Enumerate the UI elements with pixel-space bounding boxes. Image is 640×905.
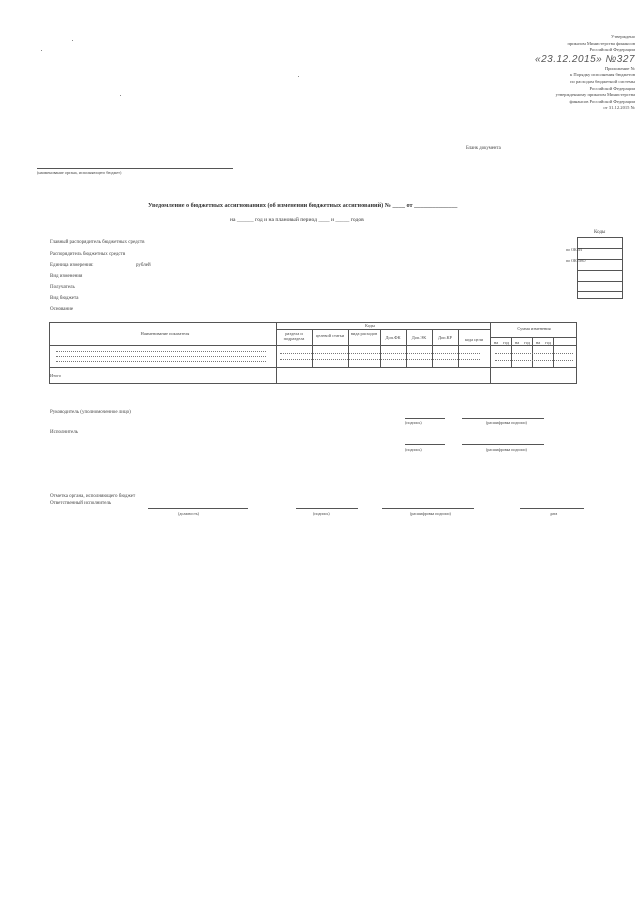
assignments-table <box>49 322 577 384</box>
col-dop-fk: Доп.ФК <box>385 335 401 340</box>
header-line-0: Утверждено <box>610 34 635 39</box>
field-recipient: Получатель <box>50 285 75 290</box>
code-label-oktmo: по ОКТМО <box>566 258 586 263</box>
exec-caption-sign: (подпись) <box>405 447 422 452</box>
handwritten-stamp: «23.12.2015» №327 <box>535 53 635 65</box>
codes-box <box>577 237 623 299</box>
total-label: Итого <box>50 373 62 378</box>
header-line-2: Российской Федерации <box>589 47 635 53</box>
col-target-article: целевой статьи <box>315 333 345 338</box>
field-distributor: Распорядитель бюджетных средств <box>50 252 126 257</box>
header-line-8: финансов Российской Федерации <box>569 98 635 104</box>
form-code-label: Бланк документа <box>466 146 501 151</box>
bottom-caption-position: (должность) <box>178 511 199 516</box>
mark-label: Отметка органа, исполняющего бюджет <box>50 494 136 499</box>
col-goal-code: кода цели <box>464 337 484 342</box>
recipient-caption: (наименование органа, исполняющего бюджет) <box>37 170 122 175</box>
sum-col-5: год <box>545 340 551 345</box>
header-line-6: Российской Федерации <box>589 85 635 91</box>
sum-col-0: на <box>493 340 499 345</box>
bottom-caption-sign: (подпись) <box>313 511 330 516</box>
header-line-7: утвержденному приказом Министерства <box>555 92 635 98</box>
field-chief-distributor: Главный распорядитель бюджетных средств <box>50 240 145 245</box>
field-basis: Основание <box>50 307 74 312</box>
sum-col-2: на <box>514 340 520 345</box>
exec-label: Исполнитель <box>50 430 78 435</box>
col-dop-kr: Доп.КР <box>437 335 452 340</box>
document-title: Уведомление о бюджетных ассигнованиях (об изменении бюджетных ассигнований) № ____ от ______________ <box>148 202 458 209</box>
head-label: Руководитель (уполномоченное лицо) <box>50 410 131 415</box>
document-subtitle: на ______ год и на плановый период ____ и _____ годов <box>230 217 364 223</box>
header-line-1: приказом Министерства финансов <box>567 40 635 46</box>
sum-col-3: год <box>524 340 530 345</box>
head-caption-name: (расшифровка подписи) <box>486 420 527 425</box>
field-unit: Единица измерения: <box>50 263 94 268</box>
field-budget-type: Вид бюджета <box>50 296 79 301</box>
sum-col-1: год <box>503 340 509 345</box>
col-section: раздела и подраздела <box>283 331 305 341</box>
exec-caption-name: (расшифровка подписи) <box>486 447 527 452</box>
header-line-9: от 31.12.2015 № <box>603 105 635 111</box>
header-line-3: Приложение № <box>604 65 635 71</box>
field-change-type: Вид изменения <box>50 274 83 279</box>
col-dop-ek: Доп.ЭК <box>411 335 427 340</box>
col-codes-group: Коды <box>365 323 375 328</box>
header-line-5: по расходам бюджетной системы <box>570 78 635 84</box>
col-expense-type: вида расходов <box>350 331 378 336</box>
codes-heading: Коды <box>594 230 606 235</box>
mark-label-2: Ответственный исполнитель <box>50 501 112 506</box>
bottom-caption-date: дата <box>550 511 558 516</box>
sum-col-4: на <box>535 340 541 345</box>
head-caption-sign: (подпись) <box>405 420 422 425</box>
col-sum-header: Сумма изменения <box>517 326 551 331</box>
approval-header <box>530 34 635 112</box>
recipient-line <box>37 168 233 169</box>
field-unit-value: рублей <box>136 263 151 268</box>
code-label-okei: по ОКЕИ <box>566 247 583 252</box>
col-indicator-name: Наименование показателя <box>140 331 190 336</box>
header-line-4: к Порядку исполнения бюджетов <box>570 72 635 78</box>
bottom-caption-name: (расшифровка подписи) <box>410 511 451 516</box>
